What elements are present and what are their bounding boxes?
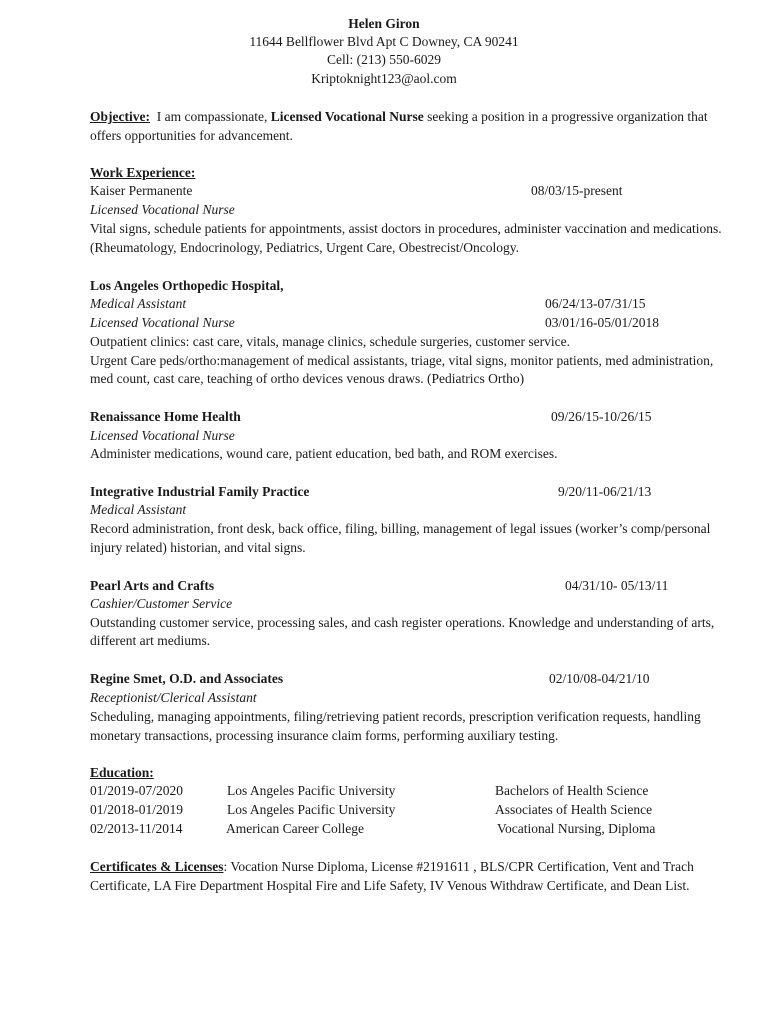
- objective-text-post: seeking a position in a progressive organization that: [423, 109, 708, 124]
- job-description: Vital signs, schedule patients for appointments, assist doctors in procedures, administer vaccination and medications.: [90, 221, 722, 236]
- job-company: Kaiser Permanente: [90, 183, 193, 198]
- certificates-line-2: Certificate, LA Fire Department Hospital Fire and Life Safety, IV Venous Withdraw Certificate, and Dean List.: [90, 878, 690, 893]
- job-description: different art mediums.: [90, 633, 211, 648]
- objective-label: Objective:: [90, 109, 150, 124]
- address: 11644 Bellflower Blvd Apt C Downey, CA 90241: [249, 34, 519, 49]
- job-description: med count, cast care, teaching of ortho devices venous draws. (Pediatrics Ortho): [90, 371, 525, 386]
- education-dates: 01/2018-01/2019: [90, 802, 183, 817]
- job-role: Medical Assistant: [90, 502, 187, 517]
- job-role: Cashier/Customer Service: [90, 596, 233, 611]
- objective: [90, 108, 708, 126]
- job-company: Pearl Arts and Crafts: [90, 578, 215, 593]
- education-school: Los Angeles Pacific University: [227, 802, 396, 817]
- education-degree: Associates of Health Science: [495, 802, 653, 817]
- job-description: Outpatient clinics: cast care, vitals, manage clinics, schedule surgeries, customer service.: [90, 334, 570, 349]
- job-role: Receptionist/Clerical Assistant: [90, 690, 257, 705]
- job-role: Licensed Vocational Nurse: [90, 428, 235, 443]
- job-dates: 04/31/10- 05/13/11: [565, 578, 669, 593]
- job-dates: 08/03/15-present: [531, 183, 623, 198]
- job-company: Renaissance Home Health: [90, 409, 241, 424]
- job-role: Licensed Vocational Nurse: [90, 202, 235, 217]
- job-description: Record administration, front desk, back office, filing, billing, management of legal issues (worker’s comp/personal: [90, 521, 711, 536]
- education-dates: 02/2013-11/2014: [90, 821, 183, 836]
- education-degree: Vocational Nursing, Diploma: [497, 821, 656, 836]
- certificates: [90, 858, 694, 876]
- education-school: American Career College: [226, 821, 364, 836]
- job-description: injury related) historian, and vital signs.: [90, 540, 306, 555]
- job-description: Scheduling, managing appointments, filing/retrieving patient records, prescription verification requests, handling: [90, 709, 701, 724]
- education-school: Los Angeles Pacific University: [227, 783, 396, 798]
- education-degree: Bachelors of Health Science: [495, 783, 649, 798]
- phone: Cell: (213) 550-6029: [327, 52, 441, 67]
- education-heading: Education:: [90, 765, 154, 780]
- objective-text-bold: Licensed Vocational Nurse: [270, 109, 424, 124]
- certificates-text: : Vocation Nurse Diploma, License #2191611 , BLS/CPR Certification, Vent and Trach: [223, 859, 694, 874]
- job-description: Outstanding customer service, processing sales, and cash register operations. Knowledge and understanding of arts,: [90, 615, 715, 630]
- job-company: Los Angeles Orthopedic Hospital,: [90, 278, 284, 293]
- email: Kriptoknight123@aol.com: [311, 71, 457, 86]
- job-dates: 09/26/15-10/26/15: [551, 409, 652, 424]
- job-description: Urgent Care peds/ortho:management of medical assistants, triage, vital signs, monitor patients, med administration,: [90, 353, 714, 368]
- job-role: Licensed Vocational Nurse: [90, 315, 235, 330]
- objective-line-2: offers opportunities for advancement.: [90, 128, 293, 143]
- certificates-label: Certificates & Licenses: [90, 859, 224, 874]
- job-role: Medical Assistant: [90, 296, 187, 311]
- job-company: Regine Smet, O.D. and Associates: [90, 671, 284, 686]
- job-dates: 03/01/16-05/01/2018: [545, 315, 659, 330]
- job-dates: 06/24/13-07/31/15: [545, 296, 646, 311]
- job-description: (Rheumatology, Endocrinology, Pediatrics, Urgent Care, Obestrecist/Oncology.: [90, 240, 520, 255]
- work-experience-heading: Work Experience:: [90, 165, 196, 180]
- job-description: monetary transactions, processing insurance claim forms, performing auxiliary testing.: [90, 728, 559, 743]
- candidate-name: Helen Giron: [348, 16, 420, 31]
- job-dates: 02/10/08-04/21/10: [549, 671, 650, 686]
- job-dates: 9/20/11-06/21/13: [558, 484, 652, 499]
- education-dates: 01/2019-07/2020: [90, 783, 183, 798]
- job-company: Integrative Industrial Family Practice: [90, 484, 310, 499]
- objective-text-pre: I am compassionate,: [156, 109, 271, 124]
- job-description: Administer medications, wound care, patient education, bed bath, and ROM exercises.: [90, 446, 558, 461]
